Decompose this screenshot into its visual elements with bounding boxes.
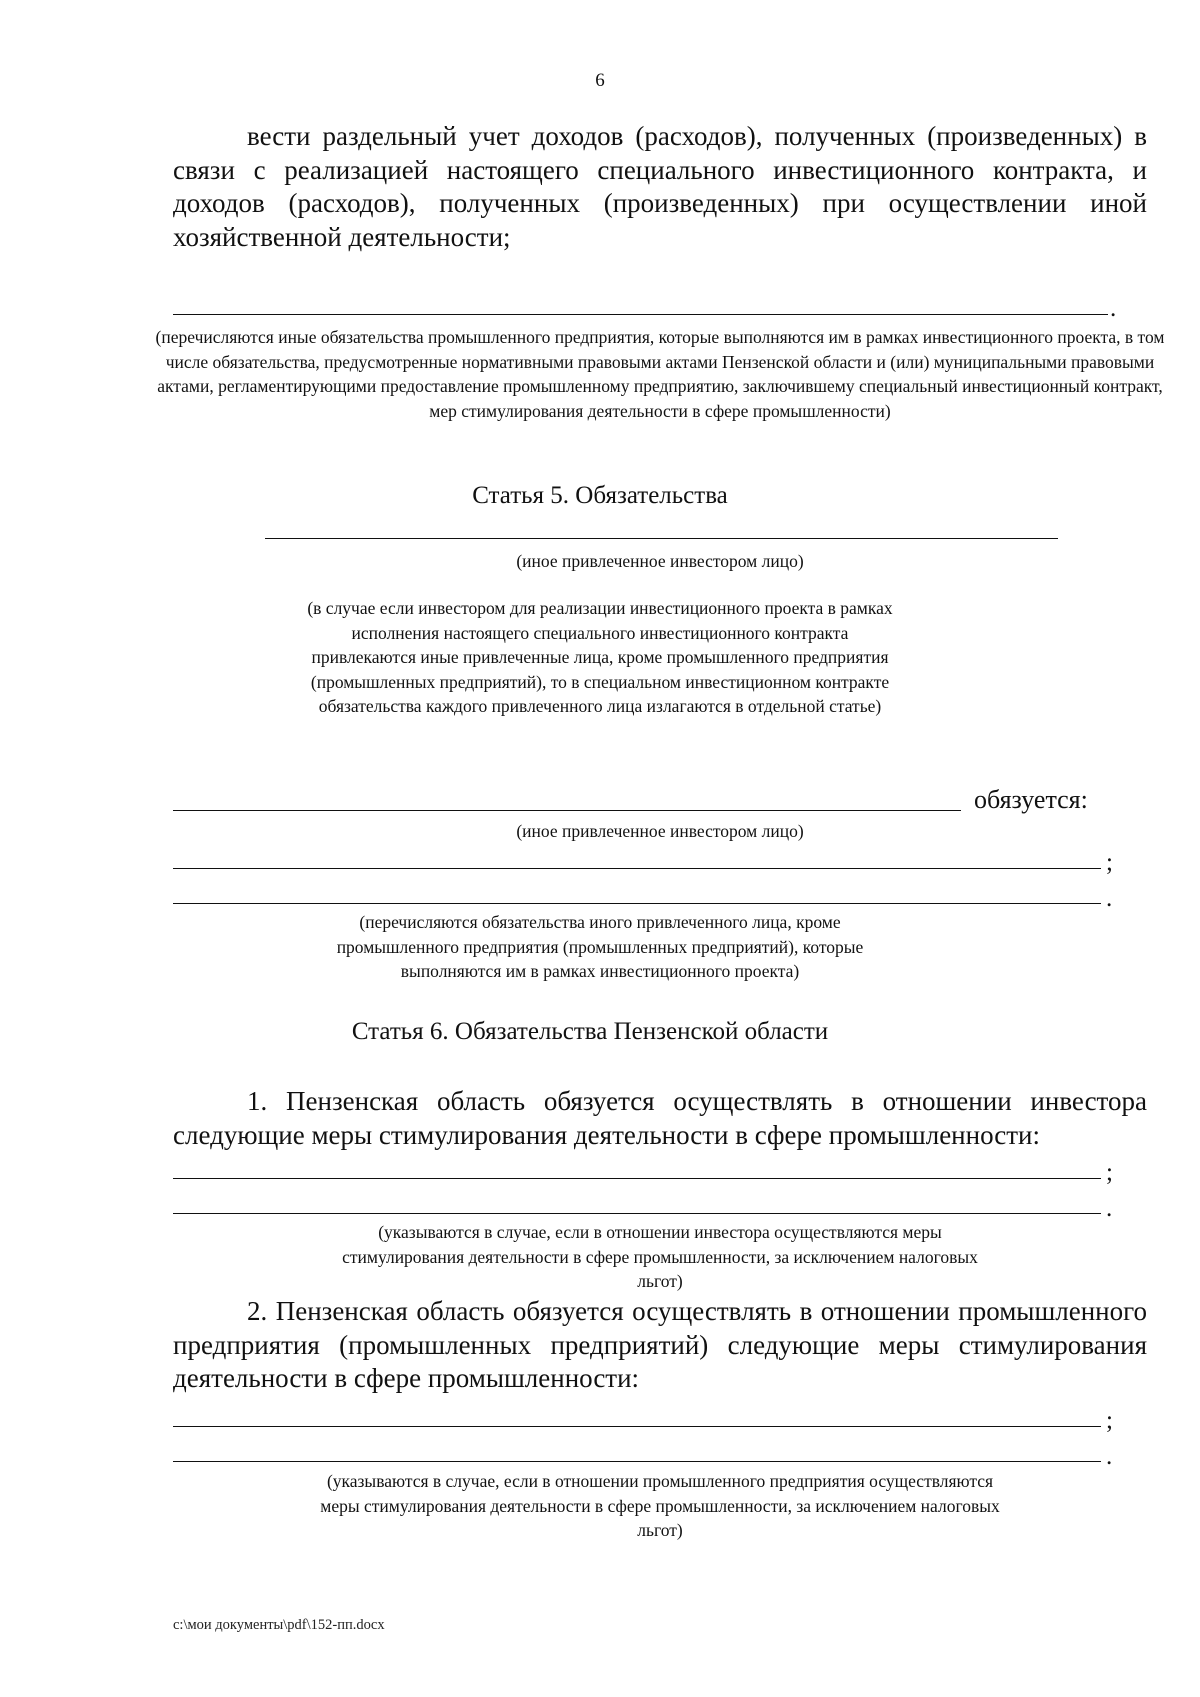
line-semicolon: ; <box>1106 849 1113 876</box>
blank-line-article5-obligation-2 <box>173 903 1101 904</box>
footer-file-path: c:\мои документы\pdf\152-пп.docx <box>173 1617 385 1633</box>
blank-line-article5-obligation-1 <box>173 868 1101 869</box>
line-period: . <box>1106 885 1113 912</box>
blank-line-article5-obliges <box>173 810 961 811</box>
obliges-word: обязуется: <box>974 785 1088 814</box>
page-number: 6 <box>595 70 605 91</box>
caption-other-obligations: (перечисляются иные обязательства промышленного предприятия, которые выполняются им в рамках инвестиционного проекта, в том числе обязательства, предусмотренные нормативными правовыми актами Пензенской области и (или) муниципальными правовыми актами, регламентирующими предоставление промышленному предприятию, заключившему специальный инвестиционный контракт, мер стимулирования деятельности в сфере промышленности) <box>155 327 1165 421</box>
caption-article6-item2: (указываются в случае, если в отношении промышленного предприятия осуществляются меры стимулирования деятельности в сфере промышленности, за исключением налоговых льгот) <box>320 1471 1000 1540</box>
line-period: . <box>1106 1443 1113 1470</box>
blank-line-article6-item1-1 <box>173 1178 1101 1179</box>
blank-line-other-obligations <box>173 314 1108 315</box>
intro-paragraph: вести раздельный учет доходов (расходов), полученных (произведенных) в связи с реализацией настоящего специального инвестиционного контракта, и доходов (расходов), полученных (произведенных) при осуществлении иной хозяйственной деятельности; <box>173 121 1147 252</box>
line-period: . <box>1110 295 1117 322</box>
caption-article6-item1: (указываются в случае, если в отношении инвестора осуществляются меры стимулирования деятельности в сфере промышленности, за исключением налоговых льгот) <box>342 1222 978 1291</box>
article5-title: Статья 5. Обязательства <box>472 482 728 509</box>
line-semicolon: ; <box>1106 1159 1113 1186</box>
caption-article5-note: (в случае если инвестором для реализации инвестиционного проекта в рамках исполнения настоящего специального инвестиционного контракта привлекаются иные привлеченные лица, кроме промышленного предприятия (промышленных предприятий), то в специальном инвестиционном контракте обязательства каждого привлеченного лица излагаются в отдельной статье) <box>307 598 893 716</box>
caption-article5-person: (иное привлеченное инвестором лицо) <box>516 551 804 571</box>
line-period: . <box>1106 1195 1113 1222</box>
line-semicolon: ; <box>1106 1407 1113 1434</box>
blank-line-article5-person <box>265 538 1058 539</box>
blank-line-article6-item2-2 <box>173 1461 1101 1462</box>
article6-item2: 2. Пензенская область обязуется осуществлять в отношении промышленного предприятия (промышленных предприятий) следующие меры стимулирования деятельности в сфере промышленности: <box>173 1296 1147 1393</box>
article6-item1: 1. Пензенская область обязуется осуществлять в отношении инвестора следующие меры стимулирования деятельности в сфере промышленности: <box>173 1086 1147 1150</box>
article6-title: Статья 6. Обязательства Пензенской области <box>351 1018 829 1045</box>
caption-article5-obligations: (перечисляются обязательства иного привлеченного лица, кроме промышленного предприятия (промышленных предприятий), которые выполняются им в рамках инвестиционного проекта) <box>336 912 864 981</box>
blank-line-article6-item2-1 <box>173 1426 1101 1427</box>
caption-article5-person-2: (иное привлеченное инвестором лицо) <box>516 821 804 841</box>
blank-line-article6-item1-2 <box>173 1213 1101 1214</box>
